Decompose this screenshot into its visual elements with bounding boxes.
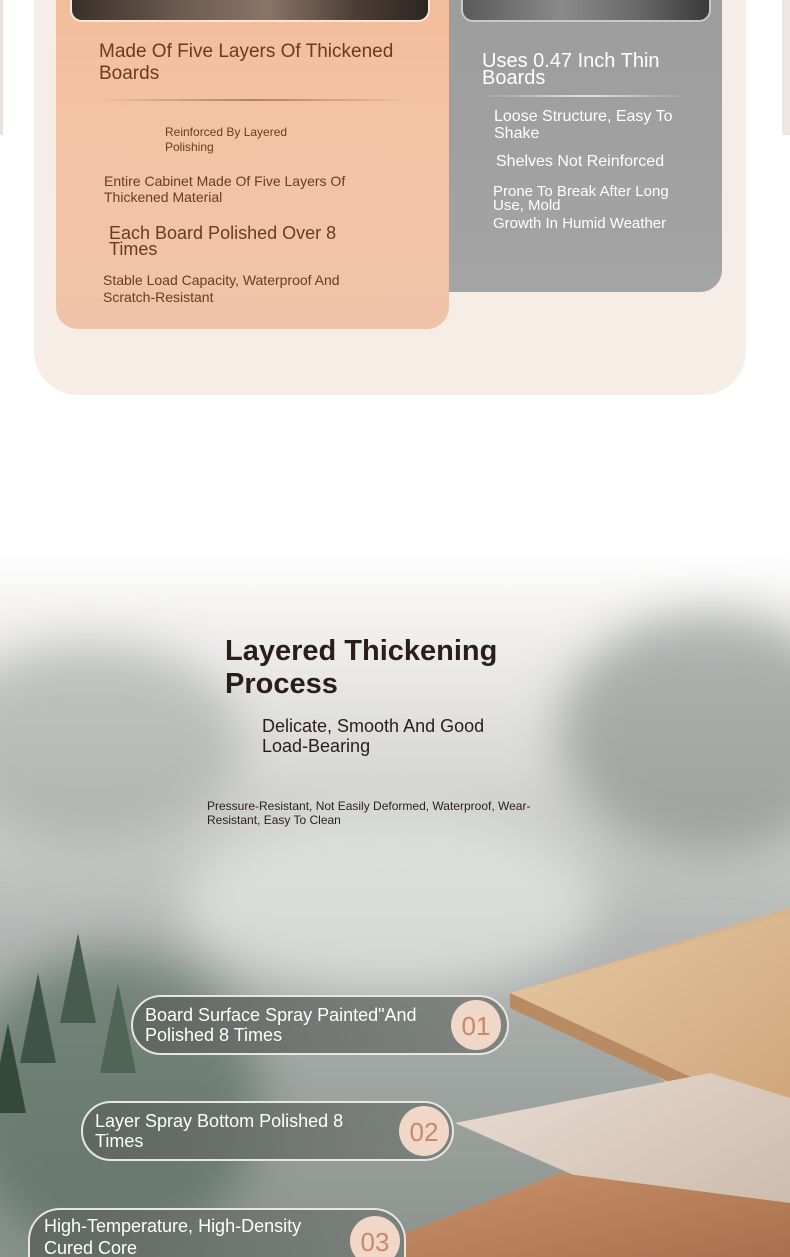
process-subtitle: Delicate, Smooth And Good Load-Bearing	[262, 716, 485, 756]
process-step-1-number: 01	[451, 1000, 501, 1050]
process-step-3-label: High-Temperature, High-Density Cured Core	[44, 1216, 302, 1257]
bad-feature-1: Loose Structure, Easy To Shake	[494, 108, 673, 142]
bad-product-card	[449, 0, 722, 292]
right-edge-strip	[782, 0, 790, 135]
good-feature-3: Stable Load Capacity, Waterproof And Scratch-Resistant	[103, 272, 340, 305]
process-step-2-number: 02	[399, 1106, 449, 1156]
good-card-divider	[96, 99, 411, 101]
process-step-1	[131, 995, 509, 1055]
bad-product-photo	[461, 0, 711, 22]
process-step-3-number: 03	[350, 1216, 400, 1257]
good-feature-2: Each Board Polished Over 8 Times	[109, 223, 337, 259]
process-step-1-label: Board Surface Spray Painted"And Polished 8 Times	[145, 1005, 417, 1045]
bad-card-divider	[480, 95, 690, 97]
bad-feature-4: Growth In Humid Weather	[493, 215, 667, 232]
process-note: Pressure-Resistant, Not Easily Deformed, Waterproof, Wear-Resistant, Easy To Clean	[207, 799, 531, 827]
good-product-photo	[70, 0, 430, 22]
process-title: Layered Thickening Process	[225, 635, 498, 700]
bad-card-title: Uses 0.47 Inch Thin Boards	[482, 50, 660, 89]
left-edge-strip	[0, 0, 3, 135]
process-step-2	[81, 1101, 454, 1161]
good-card-title: Made Of Five Layers Of Thickened Boards	[99, 41, 394, 84]
good-card-subtitle: Reinforced By Layered Polishing	[165, 125, 288, 154]
process-step-2-label: Layer Spray Bottom Polished 8 Times	[95, 1111, 344, 1151]
good-feature-1: Entire Cabinet Made Of Five Layers Of Thickened Material	[104, 173, 346, 205]
process-step-3	[28, 1208, 406, 1257]
bad-feature-3: Prone To Break After Long Use, Mold	[493, 183, 669, 214]
bad-feature-2: Shelves Not Reinforced	[496, 153, 665, 170]
